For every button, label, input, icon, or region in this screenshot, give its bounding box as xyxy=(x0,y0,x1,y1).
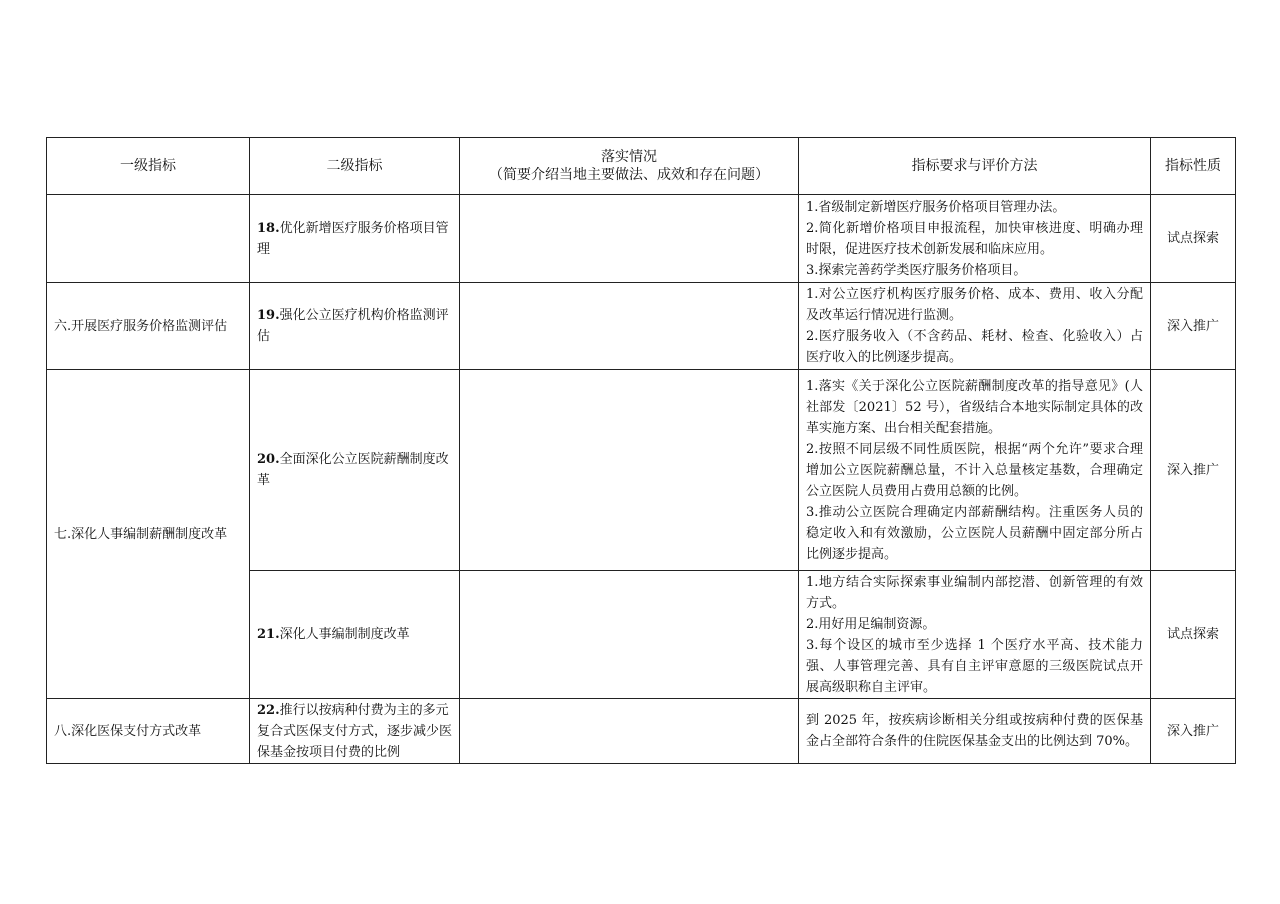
level1-cell: 六.开展医疗服务价格监测评估 xyxy=(47,283,250,370)
nature-cell: 深入推广 xyxy=(1151,699,1236,764)
requirement-item: 到 2025 年，按疾病诊断相关分组或按病种付费的医保基金占全部符合条件的住院医保基金支出的比例达到 70%。 xyxy=(806,713,1143,749)
header-status xyxy=(460,138,799,195)
header-level2: 二级指标 xyxy=(250,138,460,195)
level2-number: 20. xyxy=(257,452,280,467)
requirement-cell xyxy=(799,571,1151,699)
requirement-item: 3.每个设区的城市至少选择 1 个医疗水平高、技术能力强、人事管理完善、具有自主评审意愿的三级医院试点开展高级职称自主评审。 xyxy=(806,637,1143,695)
level2-text: 强化公立医疗机构价格监测评估 xyxy=(257,308,449,344)
header-level1: 一级指标 xyxy=(47,138,250,195)
header-requirement: 指标要求与评价方法 xyxy=(799,138,1151,195)
level1-cell xyxy=(47,195,250,283)
status-cell xyxy=(460,195,799,283)
level2-cell xyxy=(250,370,460,571)
requirement-item: 2.用好用足编制资源。 xyxy=(806,616,936,632)
level1-cell: 八.深化医保支付方式改革 xyxy=(47,699,250,764)
indicator-table xyxy=(46,137,1236,764)
requirement-item: 2.按照不同层级不同性质医院，根据“两个允许”要求合理增加公立医院薪酬总量，不计入总量核定基数，合理确定公立医院人员费用占费用总额的比例。 xyxy=(806,441,1143,499)
requirement-item: 1.对公立医疗机构医疗服务价格、成本、费用、收入分配及改革运行情况进行监测。 xyxy=(806,287,1143,323)
requirement-item: 2.医疗服务收入（不含药品、耗材、检查、化验收入）占医疗收入的比例逐步提高。 xyxy=(806,329,1143,365)
requirement-item: 3.推动公立医院合理确定内部薪酬结构。注重医务人员的稳定收入和有效激励，公立医院人员薪酬中固定部分所占比例逐步提高。 xyxy=(806,504,1143,562)
table-row xyxy=(47,195,1236,283)
level1-cell: 七.深化人事编制薪酬制度改革 xyxy=(47,370,250,699)
level2-text: 优化新增医疗服务价格项目管理 xyxy=(257,220,449,257)
header-status-line2: （简要介绍当地主要做法、成效和存在问题） xyxy=(489,167,769,183)
status-cell xyxy=(460,283,799,370)
level2-cell xyxy=(250,571,460,699)
level2-cell xyxy=(250,699,460,764)
level2-text: 全面深化公立医院薪酬制度改革 xyxy=(257,452,449,488)
table-row xyxy=(47,370,1236,571)
table-row xyxy=(47,283,1236,370)
level2-cell xyxy=(250,195,460,283)
status-cell xyxy=(460,370,799,571)
requirement-cell xyxy=(799,699,1151,764)
status-cell xyxy=(460,571,799,699)
requirement-item: 1.落实《关于深化公立医院薪酬制度改革的指导意见》(人社部发〔2021〕52 号），省级结合本地实际制定具体的改革实施方案、出台相关配套措施。 xyxy=(806,378,1143,436)
requirement-cell xyxy=(799,195,1151,283)
level2-number: 18. xyxy=(257,220,280,236)
nature-cell: 深入推广 xyxy=(1151,370,1236,571)
table-header-row xyxy=(47,138,1236,195)
header-status-line1: 落实情况 xyxy=(601,149,657,165)
status-cell xyxy=(460,699,799,764)
level2-text: 深化人事编制制度改革 xyxy=(279,627,410,642)
nature-cell: 深入推广 xyxy=(1151,283,1236,370)
header-nature: 指标性质 xyxy=(1151,138,1236,195)
nature-cell: 试点探索 xyxy=(1151,571,1236,699)
requirement-item: 1.省级制定新增医疗服务价格项目管理办法。 xyxy=(806,199,1066,215)
level2-text: 推行以按病种付费为主的多元复合式医保支付方式，逐步减少医保基金按项目付费的比例 xyxy=(257,702,453,760)
level2-number: 21. xyxy=(257,627,280,642)
requirement-cell xyxy=(799,283,1151,370)
requirement-cell xyxy=(799,370,1151,571)
nature-cell: 试点探索 xyxy=(1151,195,1236,283)
requirement-item: 2.简化新增价格项目申报流程，加快审核进度、明确办理时限，促进医疗技术创新发展和临床应用。 xyxy=(806,220,1143,257)
requirement-item: 3.探索完善药学类医疗服务价格项目。 xyxy=(806,262,1027,278)
table-row xyxy=(47,699,1236,764)
level2-number: 19. xyxy=(257,308,280,323)
requirement-item: 1.地方结合实际探索事业编制内部挖潜、创新管理的有效方式。 xyxy=(806,574,1143,611)
level2-number: 22. xyxy=(257,702,280,718)
level2-cell xyxy=(250,283,460,370)
